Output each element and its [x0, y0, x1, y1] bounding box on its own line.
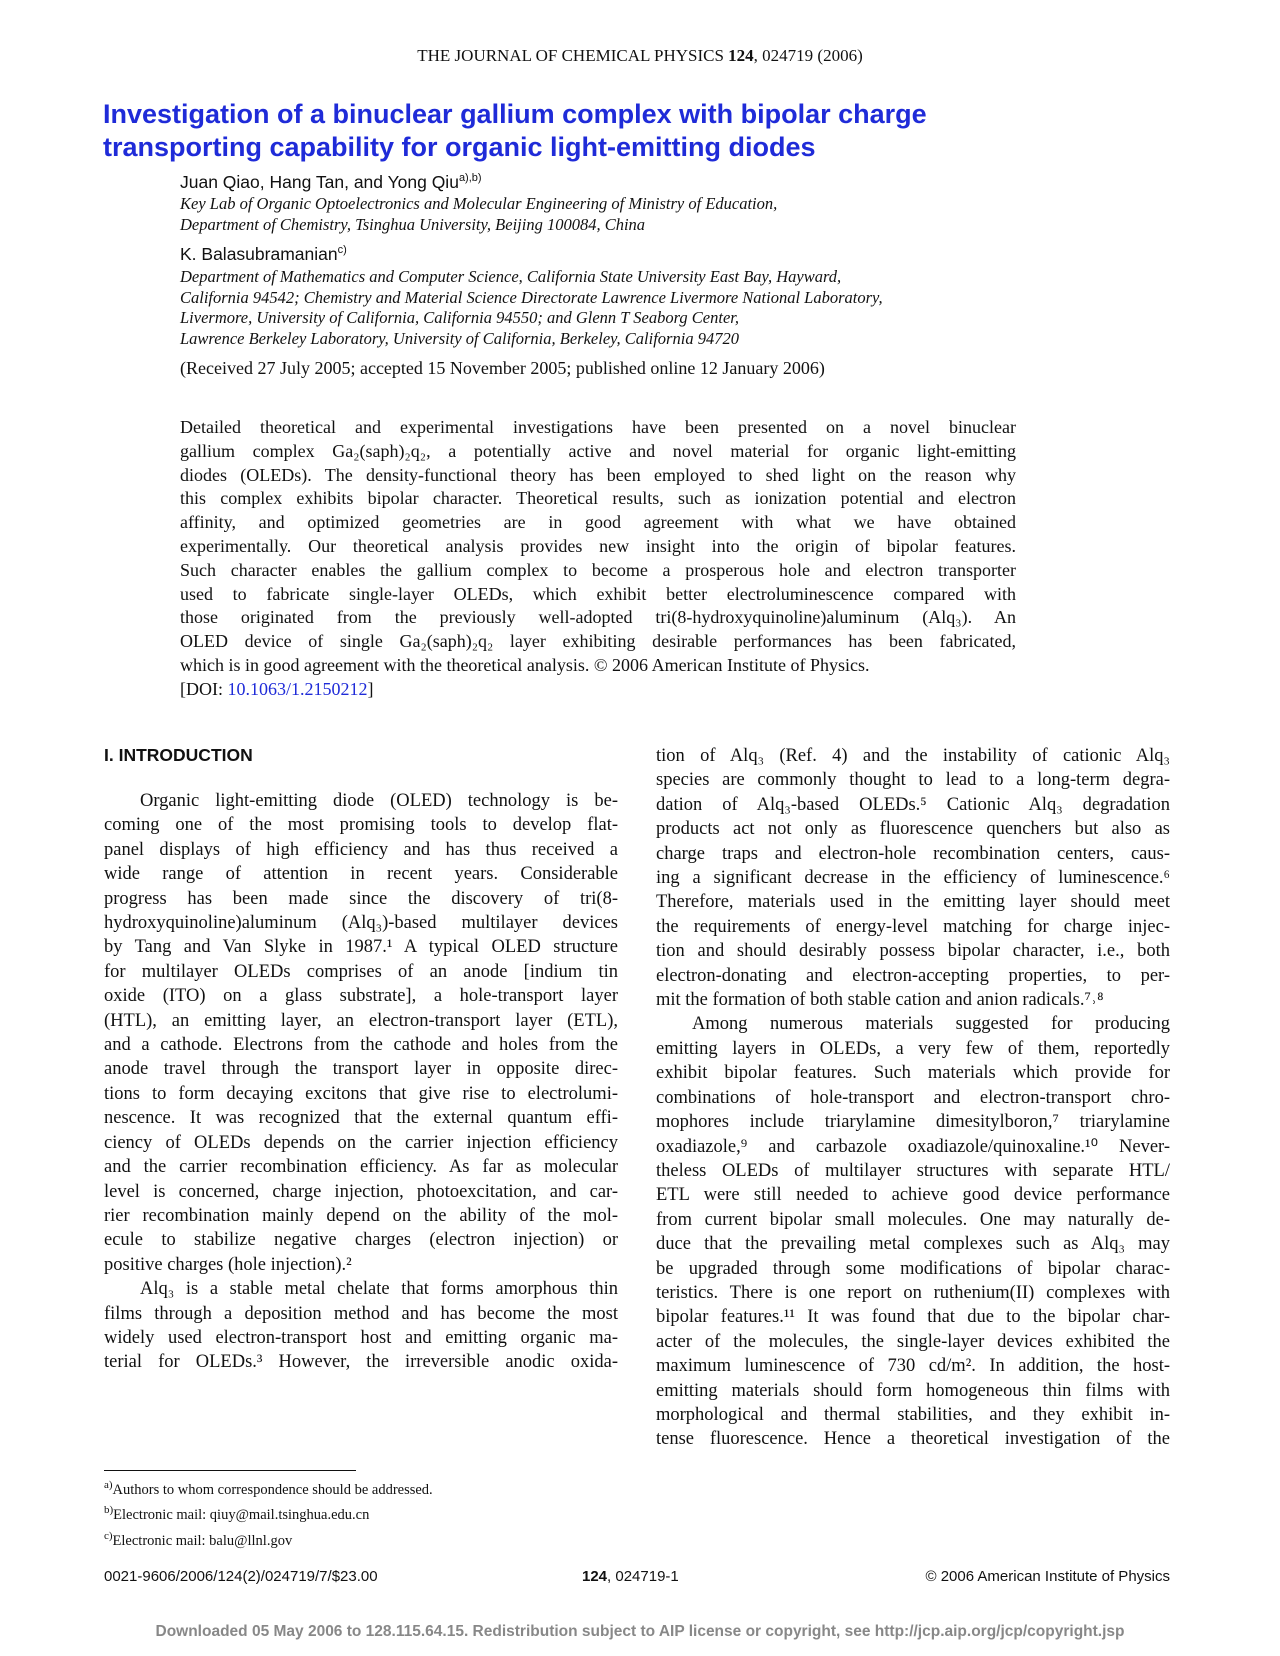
- footnotes: [104, 1475, 433, 1551]
- text-line: widely used electron-transport host and emitting organic ma-: [104, 1327, 618, 1348]
- text-line: Organic light-emitting diode (OLED) technology is be-: [140, 791, 618, 811]
- text-line: tion of Alq₃ (Ref. 4) and the instability of cationic Alq₃: [656, 746, 1170, 766]
- text-line: used to fabricate single-layer OLEDs, which exhibit better electroluminescence compared with: [180, 583, 1016, 604]
- text-line: nescence. It was recognized that the external quantum effi-: [104, 1108, 618, 1129]
- text-line: Alq₃ is a stable metal chelate that forms amorphous thin: [140, 1279, 618, 1300]
- affiliation-line: Lawrence Berkeley Laboratory, University of California, Berkeley, California 94720: [180, 328, 739, 348]
- text-line: OLED device of single Ga₂(saph)₂q₂ layer exhibiting desirable performances has been fabricated,: [180, 631, 1016, 652]
- text-line: this complex exhibits bipolar character. Theoretical results, such as ionization potential and electron: [180, 488, 1016, 509]
- affiliation-line: California 94542; Chemistry and Material Science Directorate Lawrence Livermore National Laboratory,: [180, 287, 883, 307]
- footnote: [104, 1475, 433, 1500]
- text-line: emitting layers in OLEDs, a very few of them, reportedly: [656, 1038, 1170, 1059]
- text-line: gallium complex Ga₂(saph)₂q₂, a potentially active and novel material for organic light-emitting: [180, 440, 1016, 461]
- text-line: by Tang and Van Slyke in 1987.¹ A typical OLED structure: [104, 937, 618, 958]
- affiliation-line: Department of Mathematics and Computer Science, California State University East Bay, Hayward,: [180, 267, 842, 286]
- doi-prefix: [DOI:: [180, 678, 228, 699]
- text-line: maximum luminescence of 730 cd/m². In addition, the host-: [656, 1356, 1170, 1377]
- text-line: terial for OLEDs.³ However, the irreversible anodic oxida-: [104, 1352, 618, 1373]
- text-line: products act not only as fluorescence quenchers but also as: [656, 819, 1170, 840]
- doi-line: [180, 678, 1016, 702]
- footer-copyright: © 2006 American Institute of Physics: [925, 1568, 1170, 1585]
- text-line: mit the formation of both stable cation and anion radicals.⁷˒⁸: [656, 990, 1104, 1011]
- journal-volume: 124: [728, 46, 754, 65]
- affiliation-line: Livermore, University of California, California 94550; and Glenn T Seaborg Center,: [180, 308, 740, 327]
- text-line: hydroxyquinoline)aluminum (Alq₃)-based multilayer devices: [104, 913, 618, 934]
- text-line: tion and should desirably possess bipolar character, i.e., both: [656, 941, 1170, 962]
- text-line: ecule to stabilize negative charges (electron injection) or: [104, 1230, 618, 1251]
- text-line: affinity, and optimized geometries are in good agreement with what we have obtained: [180, 512, 1016, 533]
- title-line: transporting capability for organic light-emitting diodes: [103, 132, 816, 162]
- affiliation-1: [180, 194, 777, 235]
- authors-group-2: [180, 244, 347, 265]
- right-column: [656, 744, 1170, 1452]
- text-line: anode travel through the transport layer in opposite direc-: [104, 1059, 618, 1080]
- text-line: morphological and thermal stabilities, and they exhibit in-: [656, 1404, 1170, 1425]
- text-line: wide range of attention in recent years. Considerable: [104, 864, 618, 885]
- text-line: rier recombination mainly depend on the ability of the mol-: [104, 1205, 618, 1226]
- text-line: diodes (OLEDs). The density-functional theory has been employed to shed light on the reason why: [180, 464, 1016, 485]
- text-line: experimentally. Our theoretical analysis provides new insight into the origin of bipolar features.: [180, 535, 1016, 556]
- text-line: combinations of hole-transport and electron-transport chro-: [656, 1087, 1170, 1108]
- abstract: [180, 416, 1016, 702]
- text-line: be upgraded through some modifications of bipolar charac-: [656, 1258, 1170, 1279]
- text-line: Therefore, materials used in the emitting layer should meet: [656, 892, 1170, 913]
- text-line: charge traps and electron-hole recombination centers, caus-: [656, 843, 1170, 864]
- text-line: Such character enables the gallium complex to become a prosperous hole and electron transporter: [180, 559, 1016, 580]
- author-footnote-mark: a),b): [458, 172, 482, 185]
- text-line: mophores include triarylamine dimesitylboron,⁷ triarylamine: [656, 1112, 1170, 1133]
- footnote-email[interactable]: Electronic mail: balu@llnl.gov: [112, 1532, 293, 1549]
- title-line: Investigation of a binuclear gallium complex with bipolar charge: [103, 99, 927, 129]
- text-line: (HTL), an emitting layer, an electron-transport layer (ETL),: [104, 1010, 618, 1031]
- text-line: dation of Alq₃-based OLEDs.⁵ Cationic Alq₃ degradation: [656, 794, 1170, 815]
- text-line: from current bipolar small molecules. One may naturally de-: [656, 1209, 1170, 1230]
- author-names: K. Balasubramanian: [180, 244, 338, 264]
- text-line: panel displays of high efficiency and has thus received a: [104, 839, 618, 860]
- text-line: the requirements of energy-level matching for charge injec-: [656, 916, 1170, 937]
- text-line: films through a deposition method and has become the most: [104, 1303, 618, 1324]
- left-column: [104, 789, 618, 1375]
- text-line: oxide (ITO) on a glass substrate], a hole-transport layer: [104, 986, 618, 1007]
- journal-issue: , 024719 (2006): [753, 46, 863, 65]
- footer-volume: 124: [582, 1568, 608, 1585]
- text-line: those originated from the previously well-adopted tri(8-hydroxyquinoline)aluminum (Alq₃). An: [180, 607, 1016, 628]
- text-line: Among numerous materials suggested for producing: [692, 1014, 1170, 1035]
- text-line: positive charges (hole injection).²: [104, 1254, 352, 1275]
- footnote-mark: c): [104, 1529, 113, 1542]
- text-line: level is concerned, charge injection, photoexcitation, and car-: [104, 1181, 618, 1202]
- affiliation-line: Key Lab of Organic Optoelectronics and Molecular Engineering of Ministry of Education,: [180, 194, 778, 213]
- text-line: coming one of the most promising tools to develop flat-: [104, 815, 618, 836]
- text-line: tense fluorescence. Hence a theoretical investigation of the: [656, 1429, 1170, 1450]
- text-line: tions to form decaying excitons that give rise to electrolumi-: [104, 1083, 618, 1104]
- doi-link[interactable]: 10.1063/1.2150212: [227, 678, 368, 699]
- text-line: emitting materials should form homogeneous thin films with: [656, 1380, 1170, 1401]
- affiliation-line: Department of Chemistry, Tsinghua University, Beijing 100084, China: [180, 214, 646, 234]
- footnote-mark: b): [104, 1504, 114, 1517]
- footnote-rule: [104, 1470, 356, 1471]
- text-line: which is in good agreement with the theoretical analysis. © 2006 American Institute of Physics.: [180, 654, 870, 675]
- text-line: progress has been made since the discovery of tri(8-: [104, 888, 618, 909]
- paper-title: [103, 98, 927, 164]
- text-line: teristics. There is one report on ruthenium(II) complexes with: [656, 1282, 1170, 1303]
- text-line: ETL were still needed to achieve good device performance: [656, 1185, 1170, 1206]
- download-notice: Downloaded 05 May 2006 to 128.115.64.15. Redistribution subject to AIP license or copyright, see http://jcp.aip.org/jcp/copyright.jsp: [155, 1623, 1125, 1640]
- author-footnote-mark: c): [337, 244, 347, 257]
- journal-name: THE JOURNAL OF CHEMICAL PHYSICS: [417, 46, 724, 65]
- text-line: theless OLEDs of multilayer structures with separate HTL/: [656, 1160, 1170, 1181]
- authors-group-1: [180, 172, 482, 193]
- author-names: Juan Qiao, Hang Tan, and Yong Qiu: [180, 172, 459, 192]
- footer-code: 0021-9606/2006/124(2)/024719/7/$23.00: [104, 1568, 378, 1585]
- text-line: bipolar features.¹¹ It was found that due to the bipolar char-: [656, 1307, 1170, 1328]
- doi-suffix: ]: [367, 678, 374, 699]
- section-heading: I. INTRODUCTION: [104, 745, 253, 765]
- footnote-mark: a): [104, 1479, 113, 1491]
- footer-page-number: , 024719-1: [607, 1568, 679, 1585]
- text-line: for multilayer OLEDs comprises of an anode [indium tin: [104, 961, 618, 982]
- footnote-email[interactable]: Electronic mail: qiuy@mail.tsinghua.edu.cn: [113, 1507, 370, 1524]
- text-line: acter of the molecules, the single-layer devices exhibited the: [656, 1331, 1170, 1352]
- footnote: [104, 1500, 433, 1525]
- journal-header: [0, 46, 1280, 66]
- text-line: oxadiazole,⁹ and carbazole oxadiazole/quinoxaline.¹⁰ Never-: [656, 1136, 1170, 1157]
- text-line: duce that the prevailing metal complexes such as Alq₃ may: [656, 1234, 1170, 1255]
- affiliation-2: [180, 267, 883, 349]
- text-line: and the carrier recombination efficiency. As far as molecular: [104, 1157, 618, 1178]
- text-line: exhibit bipolar features. Such materials which provide for: [656, 1063, 1170, 1084]
- text-line: ing a significant decrease in the efficiency of luminescence.⁶: [656, 868, 1170, 889]
- received-dates: (Received 27 July 2005; accepted 15 November 2005; published online 12 January 2006): [180, 358, 825, 378]
- text-line: Detailed theoretical and experimental investigations have been presented on a novel binuclear: [180, 417, 1016, 437]
- text-line: species are commonly thought to lead to a long-term degra-: [656, 770, 1170, 791]
- footer-page: [582, 1568, 679, 1585]
- footnote: [104, 1526, 433, 1551]
- text-line: electron-donating and electron-accepting properties, to per-: [656, 965, 1170, 986]
- text-line: ciency of OLEDs depends on the carrier injection efficiency: [104, 1132, 618, 1153]
- text-line: and a cathode. Electrons from the cathode and holes from the: [104, 1035, 618, 1056]
- footnote-text: Authors to whom correspondence should be addressed.: [112, 1481, 433, 1498]
